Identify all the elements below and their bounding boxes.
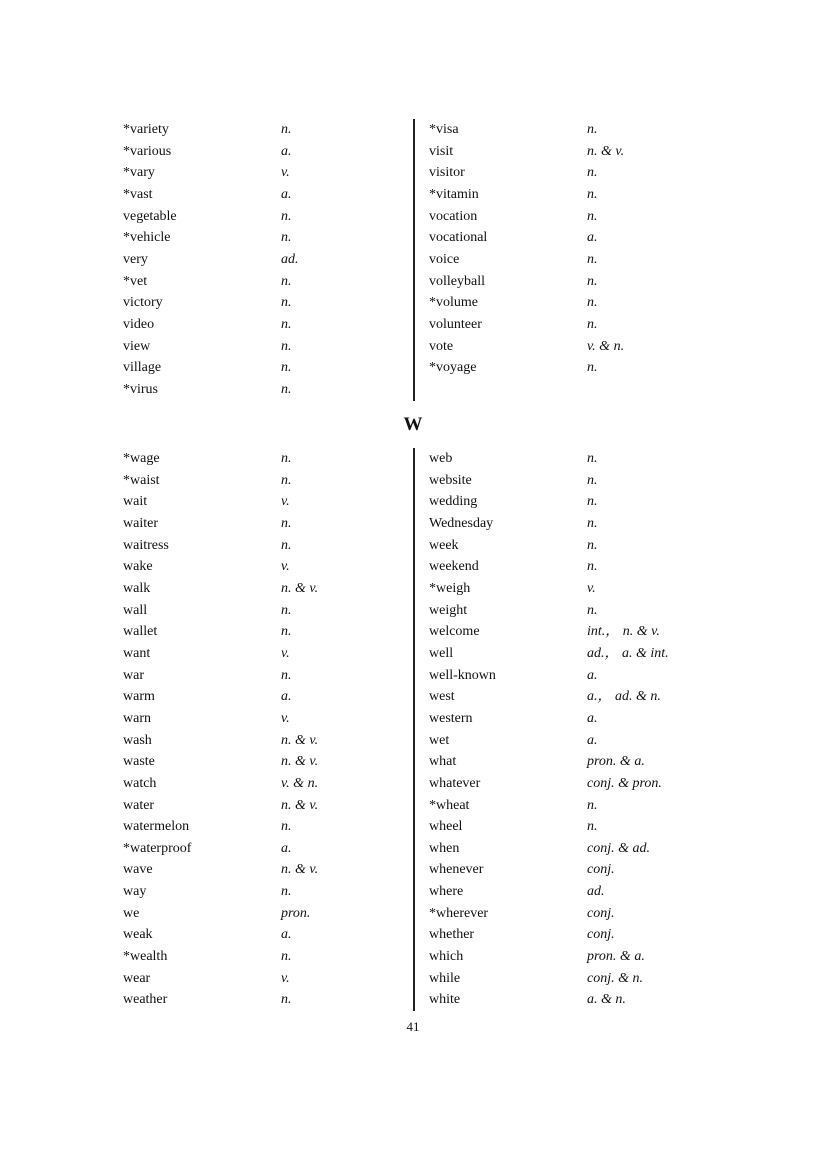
part-of-speech: a.， ad. & n. bbox=[587, 689, 661, 705]
part-of-speech: conj. & n. bbox=[587, 970, 643, 986]
vocab-entry bbox=[429, 535, 729, 557]
part-of-speech: n. bbox=[281, 273, 292, 289]
part-of-speech: pron. & a. bbox=[587, 754, 645, 770]
vocab-entry bbox=[123, 665, 408, 687]
part-of-speech: a. bbox=[587, 230, 598, 246]
word-column-right bbox=[429, 119, 729, 379]
vocab-entry bbox=[123, 773, 408, 795]
vocab-entry bbox=[123, 379, 408, 401]
vocab-entry bbox=[123, 470, 408, 492]
part-of-speech: v. bbox=[587, 580, 596, 596]
entry-word: Wednesday bbox=[429, 515, 494, 531]
part-of-speech: n. bbox=[281, 230, 292, 246]
entry-word: view bbox=[123, 338, 151, 354]
entry-word: when bbox=[429, 840, 460, 856]
part-of-speech: n. bbox=[587, 165, 598, 181]
entry-word: volunteer bbox=[429, 316, 482, 332]
entry-word: while bbox=[429, 970, 461, 986]
part-of-speech: pron. bbox=[281, 905, 311, 921]
entry-word: wallet bbox=[123, 624, 158, 640]
part-of-speech: n. bbox=[587, 208, 598, 224]
vocab-entry bbox=[429, 989, 729, 1011]
vocab-entry bbox=[123, 227, 408, 249]
vocab-entry bbox=[429, 314, 729, 336]
vocab-entry bbox=[429, 773, 729, 795]
column-divider bbox=[413, 448, 415, 1011]
vocab-entry bbox=[123, 249, 408, 271]
entry-word: want bbox=[123, 645, 151, 661]
entry-word: war bbox=[123, 667, 144, 683]
part-of-speech: n. bbox=[587, 515, 598, 531]
vocab-entry bbox=[123, 621, 408, 643]
part-of-speech: v. bbox=[281, 165, 290, 181]
vocab-entry bbox=[123, 751, 408, 773]
part-of-speech: n. bbox=[281, 949, 292, 965]
part-of-speech: a. bbox=[281, 840, 292, 856]
vocab-entry bbox=[123, 903, 408, 925]
entry-word: video bbox=[123, 316, 155, 332]
entry-word: *volume bbox=[429, 295, 478, 311]
part-of-speech: conj. bbox=[587, 905, 615, 921]
entry-word: vocation bbox=[429, 208, 478, 224]
vocab-entry bbox=[429, 665, 729, 687]
part-of-speech: v. bbox=[281, 559, 290, 575]
entry-word: water bbox=[123, 797, 155, 813]
entry-word: *visa bbox=[429, 122, 459, 137]
vocab-entry bbox=[429, 621, 729, 643]
entry-word: whatever bbox=[429, 775, 481, 791]
part-of-speech: n. bbox=[587, 602, 598, 618]
vocab-entry bbox=[429, 816, 729, 838]
vocab-entry bbox=[429, 227, 729, 249]
vocab-entry bbox=[123, 448, 408, 470]
entry-word: warm bbox=[123, 689, 155, 705]
part-of-speech: n. bbox=[587, 472, 598, 488]
vocab-entry bbox=[123, 838, 408, 860]
entry-word: where bbox=[429, 884, 464, 900]
entry-word: vote bbox=[429, 338, 454, 354]
part-of-speech: n. bbox=[281, 819, 292, 835]
entry-word: warn bbox=[123, 710, 151, 726]
vocab-entry bbox=[429, 686, 729, 708]
entry-word: *vehicle bbox=[123, 230, 171, 246]
vocab-entry bbox=[429, 271, 729, 293]
entry-word: web bbox=[429, 451, 453, 466]
part-of-speech: n. bbox=[587, 273, 598, 289]
part-of-speech: n. bbox=[281, 316, 292, 332]
vocab-entry bbox=[429, 968, 729, 990]
vocab-entry bbox=[123, 795, 408, 817]
entry-word: western bbox=[429, 710, 473, 726]
vocab-entry bbox=[123, 357, 408, 379]
entry-word: *vet bbox=[123, 273, 148, 289]
entry-word: *vary bbox=[123, 165, 155, 181]
part-of-speech: v. & n. bbox=[587, 338, 625, 354]
vocab-entry bbox=[429, 881, 729, 903]
part-of-speech: n. & v. bbox=[281, 580, 319, 596]
entry-word: *wage bbox=[123, 451, 160, 466]
vocab-entry bbox=[429, 357, 729, 379]
entry-word: very bbox=[123, 251, 148, 267]
part-of-speech: n. bbox=[587, 251, 598, 267]
vocab-entry bbox=[123, 600, 408, 622]
vocab-entry bbox=[429, 708, 729, 730]
entry-word: *wheat bbox=[429, 797, 470, 813]
part-of-speech: n. bbox=[587, 360, 598, 376]
vocab-entry bbox=[429, 730, 729, 752]
part-of-speech: n. & v. bbox=[281, 754, 319, 770]
part-of-speech: n. bbox=[587, 295, 598, 311]
entry-word: *wherever bbox=[429, 905, 489, 921]
entry-word: village bbox=[123, 360, 162, 376]
vocab-entry bbox=[123, 730, 408, 752]
part-of-speech: n. bbox=[587, 316, 598, 332]
entry-word: whether bbox=[429, 927, 475, 943]
entry-word: *voyage bbox=[429, 360, 477, 376]
entry-word: visitor bbox=[429, 165, 465, 181]
entry-word: *vitamin bbox=[429, 186, 479, 202]
entry-word: wear bbox=[123, 970, 151, 986]
part-of-speech: a. bbox=[587, 732, 598, 748]
vocab-entry bbox=[123, 119, 408, 141]
part-of-speech: n. bbox=[587, 819, 598, 835]
part-of-speech: ad. bbox=[281, 251, 299, 267]
vocab-entry bbox=[123, 946, 408, 968]
vocab-entry bbox=[429, 184, 729, 206]
part-of-speech: a. bbox=[281, 186, 292, 202]
part-of-speech: int.， n. & v. bbox=[587, 624, 660, 640]
word-column-left bbox=[123, 119, 408, 401]
part-of-speech: n. bbox=[281, 122, 292, 137]
entry-word: volleyball bbox=[429, 273, 485, 289]
entry-word: *vast bbox=[123, 186, 153, 202]
entry-word: *weigh bbox=[429, 580, 471, 596]
entry-word: wake bbox=[123, 559, 153, 575]
entry-word: waiter bbox=[123, 515, 158, 531]
entry-word: west bbox=[429, 689, 455, 705]
part-of-speech: n. bbox=[281, 451, 292, 466]
part-of-speech: n. bbox=[587, 494, 598, 510]
entry-word: website bbox=[429, 472, 472, 488]
part-of-speech: conj. bbox=[587, 927, 615, 943]
vocab-entry bbox=[429, 751, 729, 773]
part-of-speech: n. bbox=[281, 515, 292, 531]
word-column-right bbox=[429, 448, 729, 1011]
part-of-speech: n. bbox=[587, 451, 598, 466]
entry-word: whenever bbox=[429, 862, 484, 878]
entry-word: wheel bbox=[429, 819, 463, 835]
entry-word: *virus bbox=[123, 381, 158, 397]
entry-word: waste bbox=[123, 754, 155, 770]
part-of-speech: v. bbox=[281, 494, 290, 510]
part-of-speech: n. & v. bbox=[281, 732, 319, 748]
part-of-speech: ad.， a. & int. bbox=[587, 645, 669, 661]
vocab-entry bbox=[429, 903, 729, 925]
part-of-speech: a. bbox=[587, 667, 598, 683]
entry-word: *variety bbox=[123, 122, 169, 137]
entry-word: voice bbox=[429, 251, 460, 267]
entry-word: *various bbox=[123, 143, 172, 159]
vocab-entry bbox=[123, 513, 408, 535]
part-of-speech: v. bbox=[281, 710, 290, 726]
vocab-entry bbox=[429, 448, 729, 470]
part-of-speech: n. bbox=[587, 122, 598, 137]
vocab-entry bbox=[429, 141, 729, 163]
entry-word: what bbox=[429, 754, 457, 770]
entry-word: visit bbox=[429, 143, 454, 159]
entry-word: weather bbox=[123, 992, 168, 1008]
vocab-entry bbox=[123, 162, 408, 184]
vocab-entry bbox=[123, 336, 408, 358]
vocab-entry bbox=[429, 206, 729, 228]
part-of-speech: a. & n. bbox=[587, 992, 626, 1008]
part-of-speech: a. bbox=[281, 689, 292, 705]
entry-word: vegetable bbox=[123, 208, 177, 224]
part-of-speech: n. bbox=[587, 186, 598, 202]
vocab-entry bbox=[123, 859, 408, 881]
part-of-speech: conj. & pron. bbox=[587, 775, 662, 791]
part-of-speech: n. bbox=[281, 602, 292, 618]
vocab-entry bbox=[429, 795, 729, 817]
vocab-entry bbox=[123, 881, 408, 903]
part-of-speech: n. bbox=[281, 381, 292, 397]
entry-word: wait bbox=[123, 494, 148, 510]
part-of-speech: n. bbox=[281, 992, 292, 1008]
entry-word: white bbox=[429, 992, 461, 1008]
part-of-speech: a. bbox=[281, 927, 292, 943]
part-of-speech: v. & n. bbox=[281, 775, 319, 791]
part-of-speech: v. bbox=[281, 970, 290, 986]
entry-word: wall bbox=[123, 602, 148, 618]
vocab-entry bbox=[429, 513, 729, 535]
vocab-entry bbox=[123, 556, 408, 578]
entry-word: walk bbox=[123, 580, 151, 596]
entry-word: weak bbox=[123, 927, 153, 943]
part-of-speech: n. bbox=[281, 208, 292, 224]
entry-word: wet bbox=[429, 732, 450, 748]
vocab-entry bbox=[123, 686, 408, 708]
entry-word: which bbox=[429, 949, 464, 965]
part-of-speech: n. bbox=[281, 360, 292, 376]
entry-word: wash bbox=[123, 732, 152, 748]
entry-word: well bbox=[429, 645, 454, 661]
vocab-entry bbox=[429, 600, 729, 622]
entry-word: *waterproof bbox=[123, 840, 192, 856]
vocab-entry bbox=[429, 470, 729, 492]
vocab-entry bbox=[123, 184, 408, 206]
vocab-entry bbox=[123, 292, 408, 314]
entry-word: week bbox=[429, 537, 459, 553]
vocab-entry bbox=[429, 643, 729, 665]
part-of-speech: n. bbox=[281, 884, 292, 900]
entry-word: wave bbox=[123, 862, 153, 878]
vocab-entry bbox=[429, 859, 729, 881]
vocab-entry bbox=[429, 336, 729, 358]
entry-word: *wealth bbox=[123, 949, 168, 965]
part-of-speech: n. bbox=[281, 472, 292, 488]
entry-word: *waist bbox=[123, 472, 160, 488]
entry-word: welcome bbox=[429, 624, 480, 640]
part-of-speech: ad. bbox=[587, 884, 605, 900]
part-of-speech: conj. bbox=[587, 862, 615, 878]
vocab-entry bbox=[123, 314, 408, 336]
vocab-entry bbox=[429, 838, 729, 860]
vocab-entry bbox=[123, 141, 408, 163]
vocab-entry bbox=[429, 556, 729, 578]
vocab-entry bbox=[123, 206, 408, 228]
vocab-entry bbox=[429, 249, 729, 271]
part-of-speech: n. bbox=[281, 624, 292, 640]
entry-word: watch bbox=[123, 775, 157, 791]
vocab-entry bbox=[429, 946, 729, 968]
vocab-entry bbox=[123, 924, 408, 946]
part-of-speech: a. bbox=[587, 710, 598, 726]
part-of-speech: conj. & ad. bbox=[587, 840, 650, 856]
vocab-entry bbox=[429, 119, 729, 141]
entry-word: wedding bbox=[429, 494, 478, 510]
part-of-speech: v. bbox=[281, 645, 290, 661]
entry-word: watermelon bbox=[123, 819, 190, 835]
vocab-entry bbox=[123, 271, 408, 293]
word-column-left bbox=[123, 448, 408, 1011]
vocab-entry bbox=[123, 643, 408, 665]
vocab-entry bbox=[123, 578, 408, 600]
vocab-entry bbox=[123, 708, 408, 730]
part-of-speech: a. bbox=[281, 143, 292, 159]
part-of-speech: n. bbox=[281, 667, 292, 683]
entry-word: waitress bbox=[123, 537, 169, 553]
vocab-entry bbox=[429, 491, 729, 513]
part-of-speech: n. bbox=[587, 559, 598, 575]
part-of-speech: n. bbox=[587, 797, 598, 813]
part-of-speech: n. bbox=[281, 295, 292, 311]
entry-word: weekend bbox=[429, 559, 479, 575]
part-of-speech: n. & v. bbox=[281, 862, 319, 878]
entry-word: well-known bbox=[429, 667, 496, 683]
part-of-speech: pron. & a. bbox=[587, 949, 645, 965]
entry-word: victory bbox=[123, 295, 163, 311]
vocab-entry bbox=[123, 535, 408, 557]
part-of-speech: n. bbox=[281, 338, 292, 354]
page-number: 41 bbox=[406, 1019, 420, 1034]
vocab-entry bbox=[429, 162, 729, 184]
column-divider bbox=[413, 119, 415, 401]
entry-word: way bbox=[123, 884, 147, 900]
part-of-speech: n. & v. bbox=[281, 797, 319, 813]
entry-word: vocational bbox=[429, 230, 488, 246]
vocab-entry bbox=[123, 989, 408, 1011]
part-of-speech: n. & v. bbox=[587, 143, 625, 159]
entry-word: we bbox=[123, 905, 140, 921]
letter-heading: W bbox=[403, 414, 423, 435]
vocab-entry bbox=[123, 968, 408, 990]
vocab-entry bbox=[429, 924, 729, 946]
vocab-entry bbox=[123, 816, 408, 838]
vocab-entry bbox=[429, 578, 729, 600]
entry-word: weight bbox=[429, 602, 468, 618]
part-of-speech: n. bbox=[587, 537, 598, 553]
part-of-speech: n. bbox=[281, 537, 292, 553]
vocab-entry bbox=[429, 292, 729, 314]
vocab-entry bbox=[123, 491, 408, 513]
